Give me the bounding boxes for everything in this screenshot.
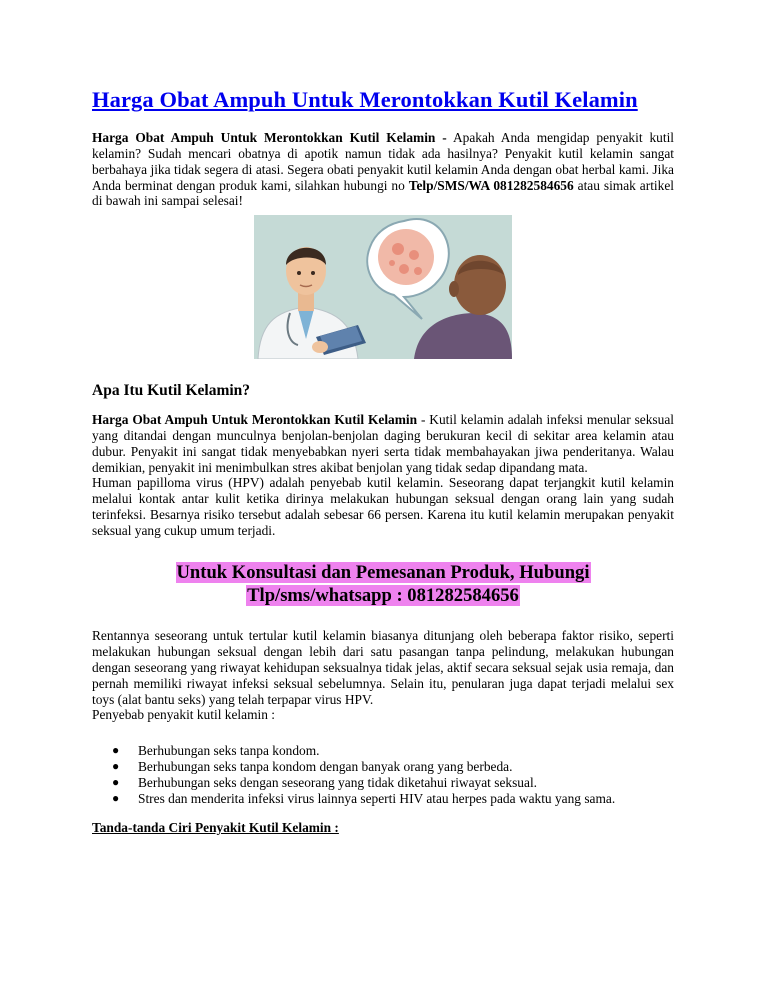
causes-intro: Penyebab penyakit kutil kelamin :: [92, 707, 275, 723]
list-item-text: Berhubungan seks tanpa kondom.: [138, 743, 320, 759]
section-paragraph-1-text: - Kutil kelamin adalah infeksi menular seksual yang ditandai dengan munculnya benjolan-benjolan daging berukuran kecil di sekitar area kelamin atau dubur. Penyakit ini sangat tidak menyebabkan nyeri serta tidak membahayakan jiwa penderitanya. Walau demikian, penyakit ini menimbulkan stres akibat benjolan yang tidak sedap dipandang mata.: [92, 412, 674, 475]
article-title-link[interactable]: Harga Obat Ampuh Untuk Merontokkan Kutil Kelamin: [92, 87, 638, 112]
intro-contact-bold: Telp/SMS/WA 081282584656: [408, 177, 574, 193]
bullet-icon: ●: [112, 759, 120, 774]
section-paragraph-1: [92, 412, 674, 475]
section-paragraph-2: Human papilloma virus (HPV) adalah penyebab kutil kelamin. Seseorang dapat terjangkit kutil kelamin melalui kontak antar kulit ketika dirinya melakukan hubungan seksual dengan orang lain yang sudah terinfeksi. Besarnya risiko tersebut adalah sebesar 66 persen. Karena itu kutil kelamin merupakan penyakit seksual yang cukup umum terjadi.: [92, 475, 674, 538]
bullet-icon: ●: [112, 774, 120, 789]
list-item: [92, 743, 674, 759]
cta-line-1: Untuk Konsultasi dan Pemesanan Produk, Hubungi: [176, 562, 590, 584]
list-item: [92, 775, 674, 791]
list-item-text: Stres dan menderita infeksi virus lainnya seperti HIV atau herpes pada waktu yang sama.: [138, 790, 616, 806]
list-item: [92, 759, 674, 775]
bullet-icon: ●: [112, 790, 120, 805]
article-body: [92, 86, 674, 836]
section-heading: Apa Itu Kutil Kelamin?: [92, 382, 251, 400]
list-item-text: Berhubungan seks dengan seseorang yang tidak diketahui riwayat seksual.: [138, 774, 538, 790]
intro-text-2: atau simak artikel di bawah ini sampai selesai!: [92, 177, 674, 209]
signs-heading: Tanda-tanda Ciri Penyakit Kutil Kelamin :: [92, 820, 339, 836]
doctor-patient-illustration: [254, 215, 512, 359]
contact-callout: [92, 561, 674, 607]
list-item-text: Berhubungan seks tanpa kondom dengan banyak orang yang berbeda.: [138, 759, 513, 775]
intro-text-1: Apakah Anda mengidap penyakit kutil kelamin? Sudah mencari obatnya di apotik namun tidak ada hasilnya? Penyakit kutil kelamin sangat berbahaya jika tidak segera di atasi. Segera obati penyakit kutil kelamin Anda dengan obat herbal kami. Jika Anda berminat dengan produk kami, silahkan hubungi no: [92, 130, 675, 193]
list-item: [92, 791, 674, 807]
causes-list: [92, 743, 674, 806]
risk-paragraph: Rentannya seseorang untuk tertular kutil kelamin biasanya ditunjang oleh beberapa faktor risiko, seperti melakukan hubungan seksual dengan lebih dari satu pasangan tanpa pelindung, melakukan hubungan dengan seseorang yang riwayat kehidupan seksualnya tidak jelas, aktif secara seksual sejak usia remaja, dan pernah memiliki riwayat infeksi seksual sebelumnya. Selain itu, penularan juga dapat terjadi melalui sex toys (alat bantu seks) yang telah terpapar virus HPV.: [92, 628, 674, 707]
intro-lead-bold: Harga Obat Ampuh Untuk Merontokkan Kutil Kelamin -: [92, 130, 447, 146]
bullet-icon: ●: [112, 743, 120, 758]
cta-line-2: Tlp/sms/whatsapp : 081282584656: [247, 585, 519, 607]
intro-paragraph: [92, 130, 674, 209]
section-lead-bold: Harga Obat Ampuh Untuk Merontokkan Kutil Kelamin: [92, 412, 418, 428]
